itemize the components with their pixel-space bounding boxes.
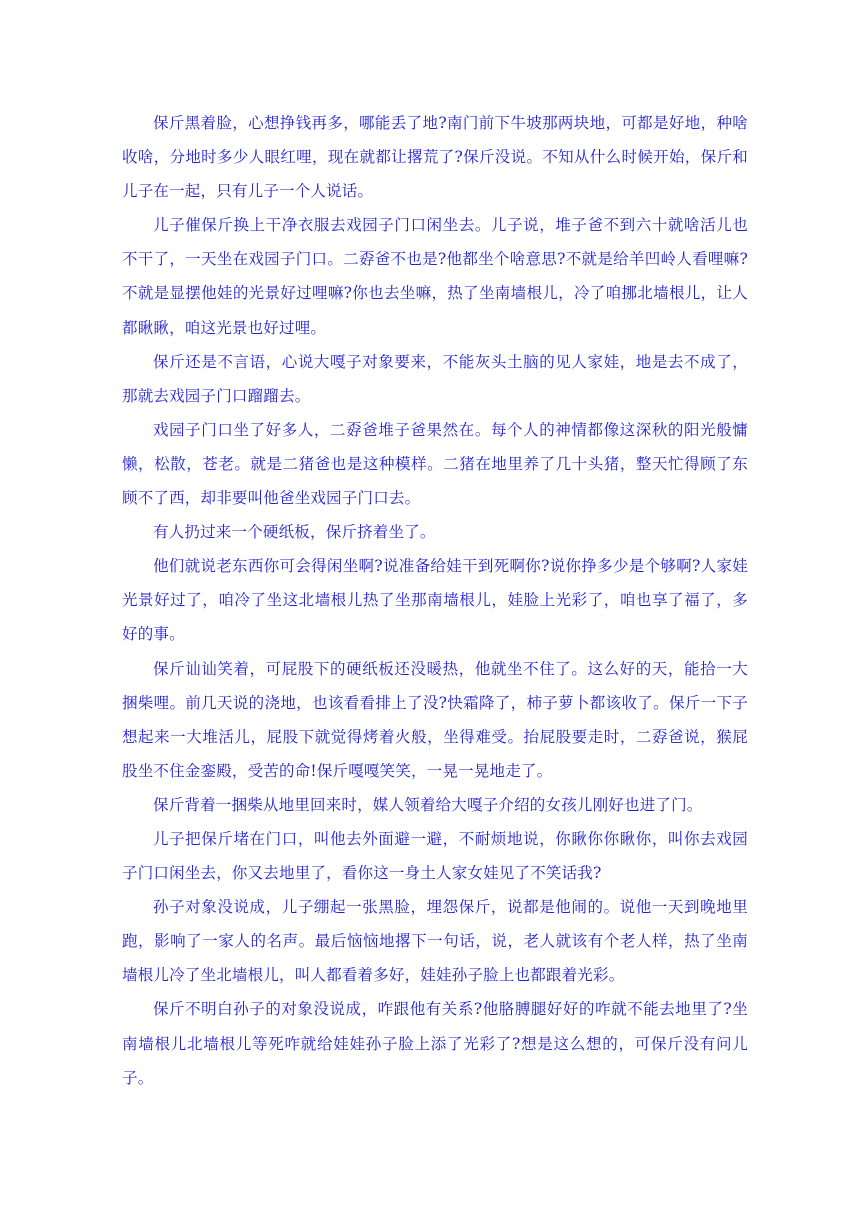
paragraph: 有人扔过来一个硬纸板，保斤挤着坐了。: [153, 523, 436, 542]
paragraph: 保斤黑着脸，心想挣钱再多，哪能丢了地?南门前下牛坡那两块地，可都是好地，种啥收啥，分地时多少人眼红哩，现在就都让撂荒了?保斤没说。不知从什么时候开始，保斤和儿子在一起，只有儿子一个人说话。: [122, 114, 748, 201]
paragraph: 保斤还是不言语，心说大嘎子对象要来，不能灰头土脑的见人家娃，地是去不成了，那就去戏园子门口蹓蹓去。: [122, 352, 748, 405]
paragraph: 他们就说老东西你可会得闲坐啊?说准备给娃干到死啊你?说你挣多少是个够啊?人家娃光景好过了，咱冷了坐这北墙根儿热了坐那南墙根儿，娃脸上光彩了，咱也享了福了，多好的事。: [122, 557, 748, 644]
paragraph: 保斤讪讪笑着，可屁股下的硬纸板还没暖热，他就坐不住了。这么好的天，能拾一大捆柴哩。前几天说的浇地，也该看看排上了没?快霜降了，柿子萝卜都该收了。保斤一下子想起来一大堆活儿，屁股下就觉得烤着火般，坐得难受。抬屁股要走时，二孬爸说，猴屁股坐不住金銮殿，受苦的命!保斤嘎嘎笑笑，一晃一晃地走了。: [122, 659, 748, 780]
story-body: [122, 106, 748, 1095]
paragraph: 孙子对象没说成，儿子绷起一张黑脸，埋怨保斤，说都是他闹的。说他一天到晚地里跑，影响了一家人的名声。最后恼恼地撂下一句话，说，老人就该有个老人样，热了坐南墙根儿冷了坐北墙根儿，叫人都看着多好，娃娃孙子脸上也都跟着光彩。: [122, 898, 748, 985]
paragraph: 保斤背着一捆柴从地里回来时，媒人领着给大嘎子介绍的女孩儿刚好也进了门。: [153, 795, 703, 814]
paragraph: 儿子把保斤堵在门口，叫他去外面避一避，不耐烦地说，你瞅你你瞅你，叫你去戏园子门口闲坐去，你又去地里了，看你这一身土人家女娃见了不笑话我?: [122, 829, 748, 883]
paragraph: 戏园子门口坐了好多人，二孬爸堆子爸果然在。每个人的神情都像这深秋的阳光般慵懒，松散，苍老。就是二猪爸也是这种模样。二猪在地里养了几十头猪，整天忙得顾了东顾不了西，却非要叫他爸坐戏园子门口去。: [122, 420, 748, 508]
paragraph: 儿子催保斤换上干净衣服去戏园子门口闲坐去。儿子说，堆子爸不到六十就啥活儿也不干了，一天坐在戏园子门口。二孬爸不也是?他都坐个啥意思?不就是给羊凹岭人看哩嘛?不就是显摆他娃的光景好过哩嘛?你也去坐嘛，热了坐南墙根儿，冷了咱挪北墙根儿，让人都瞅瞅，咱这光景也好过哩。: [122, 216, 748, 337]
paragraph: 保斤不明白孙子的对象没说成，咋跟他有关系?他胳膊腿好好的咋就不能去地里了?坐南墙根儿北墙根儿等死咋就给娃娃孙子脸上添了光彩了?想是这么想的，可保斤没有问儿子。: [122, 1000, 748, 1087]
